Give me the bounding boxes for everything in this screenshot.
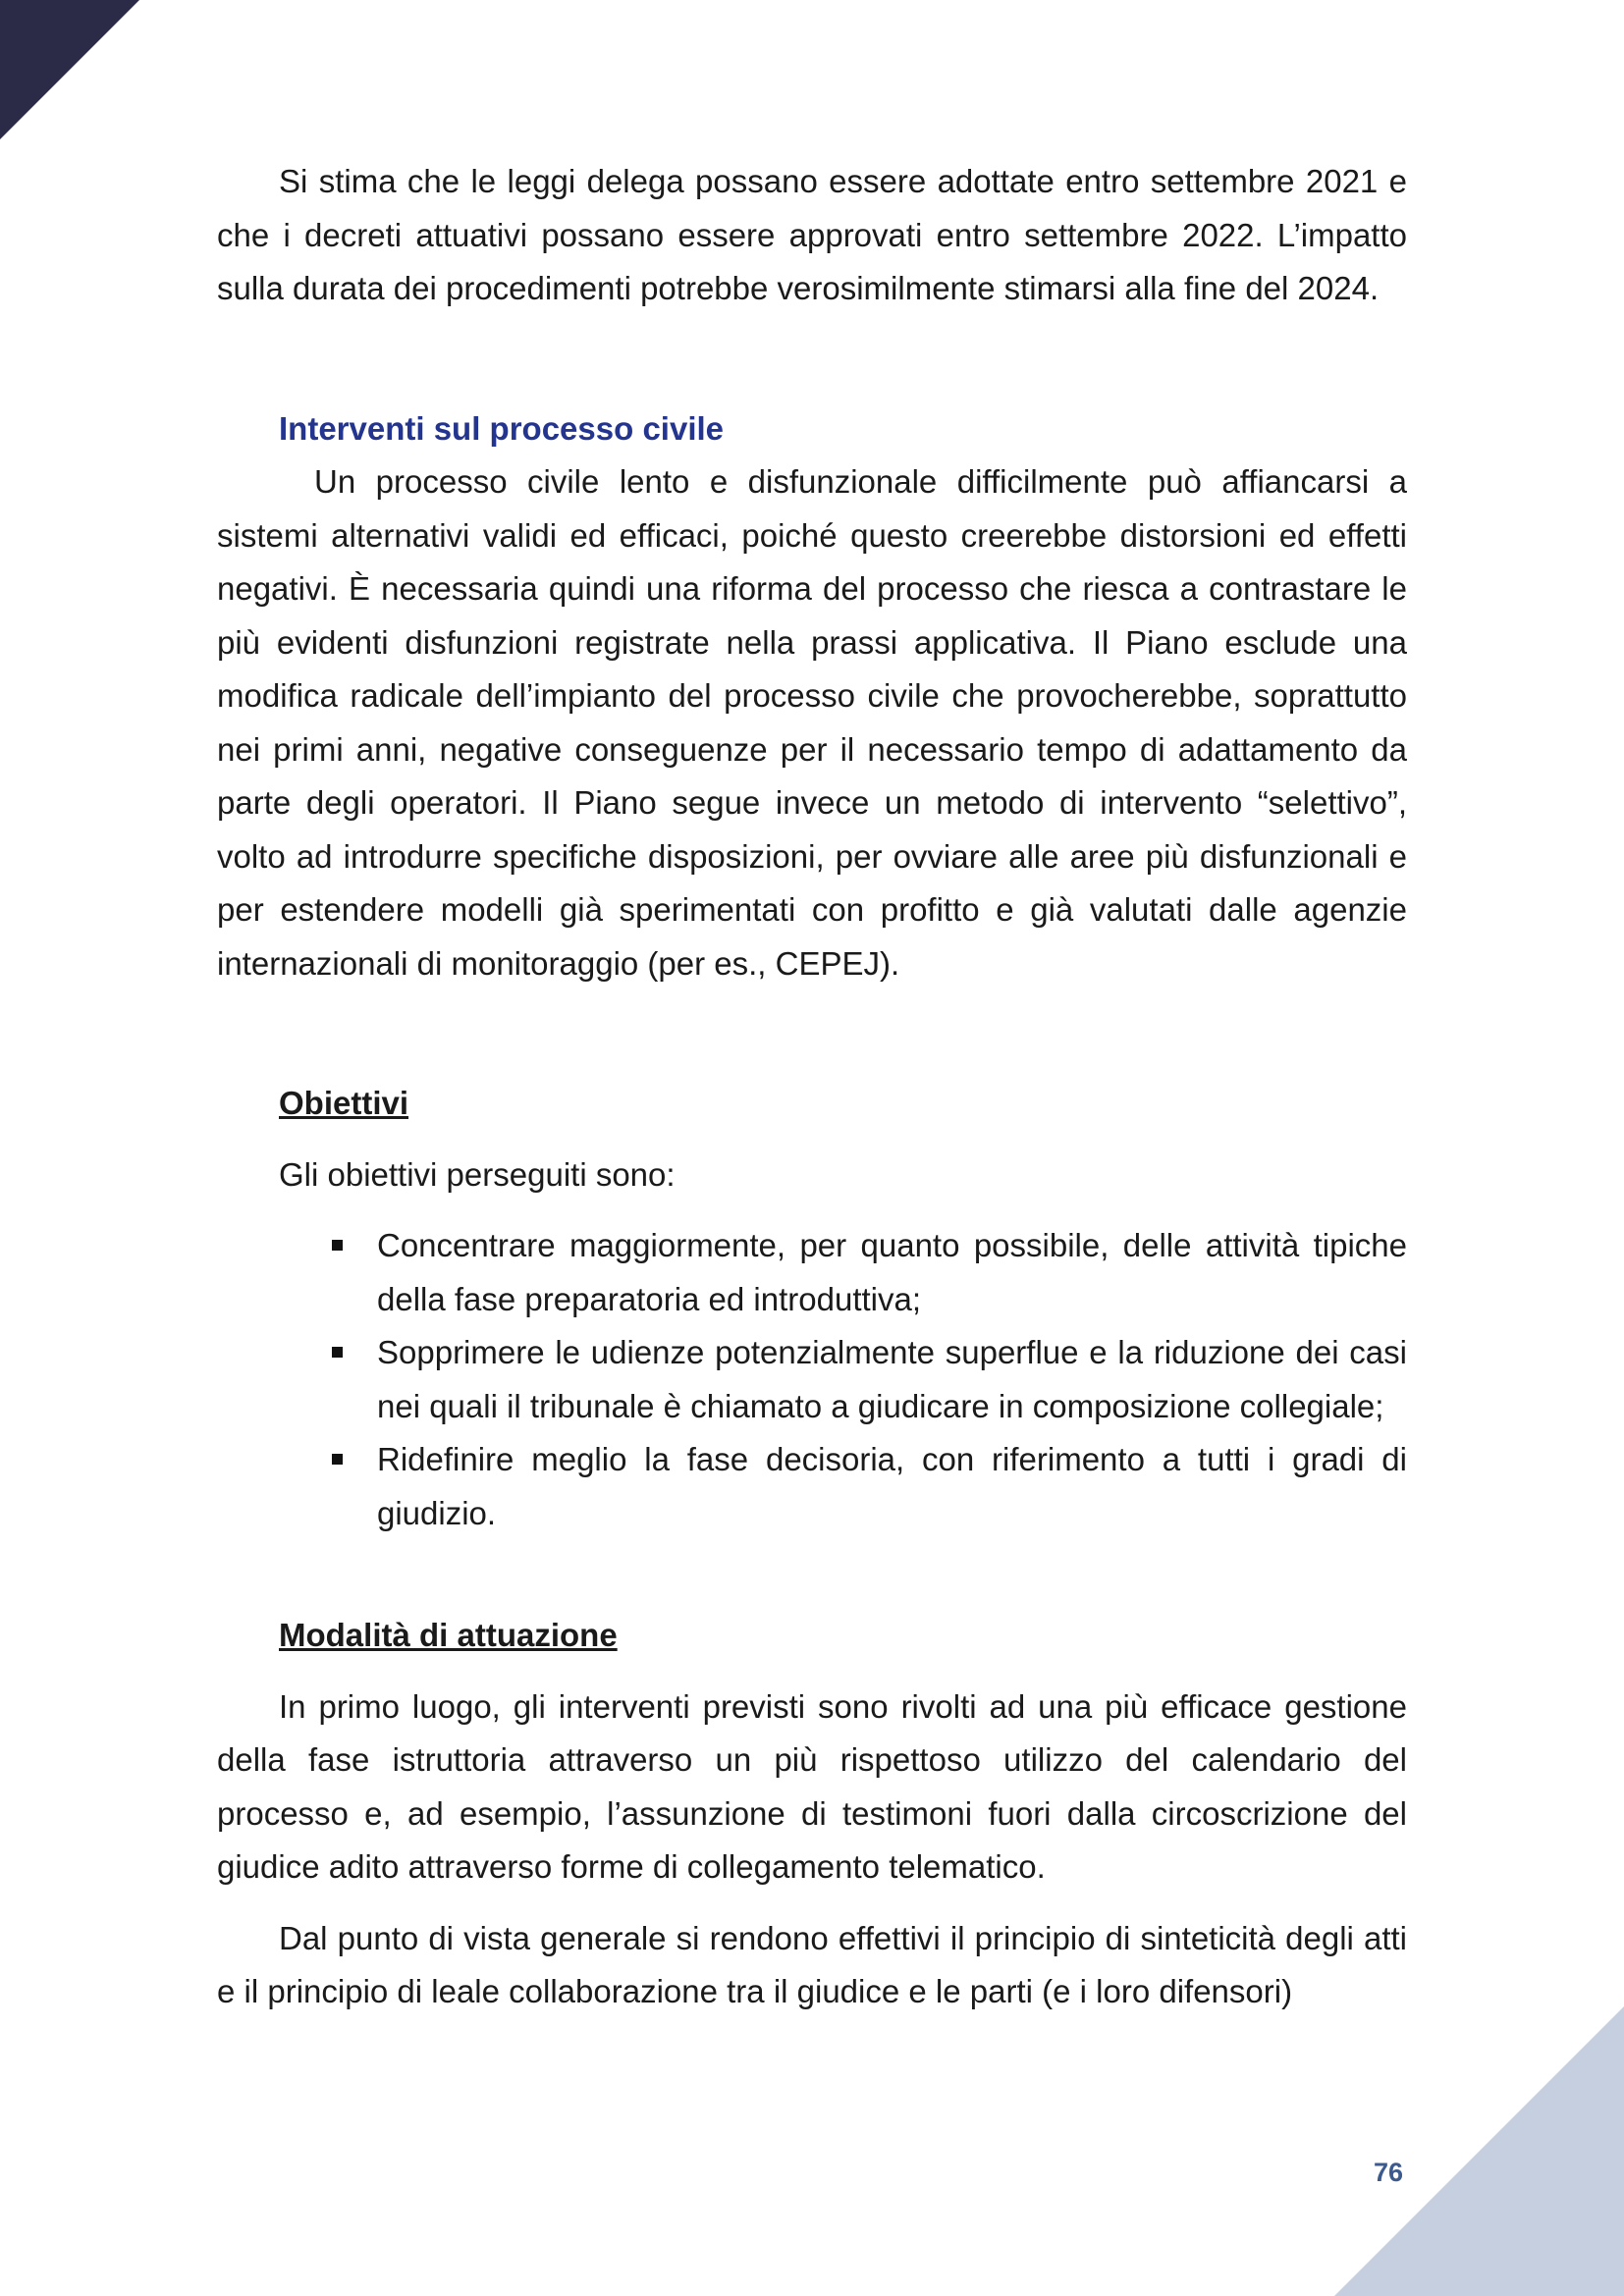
bullet-square-icon <box>332 1347 343 1358</box>
page-content <box>217 155 1407 2019</box>
list-item-text: Sopprimere le udienze potenzialmente superflue e la riduzione dei casi nei quali il tribunale è chiamato a giudicare in composizione collegiale; <box>377 1334 1407 1424</box>
list-item <box>377 1433 1407 1540</box>
page-number: 76 <box>1374 2158 1404 2187</box>
obiettivi-lead: Gli obiettivi perseguiti sono: <box>279 1155 676 1193</box>
obiettivi-list <box>217 1219 1407 1540</box>
modalita-paragraph-1: In primo luogo, gli interventi previsti sono rivolti ad una più efficace gestione della fase istruttoria attraverso un più rispettoso utilizzo del calendario del processo e, ad esempio, l’assunzione di testimoni fuori dalla circoscrizione del giudice adito attraverso forme di collegamento telematico. <box>217 1687 1407 1885</box>
modalita-heading: Modalità di attuazione <box>279 1617 618 1653</box>
modalita-paragraph-2: Dal punto di vista generale si rendono effettivi il principio di sinteticità degli atti e il principio di leale collaborazione tra il giudice e le parti (e i loro difensori) <box>217 1919 1407 2009</box>
bullet-square-icon <box>332 1240 343 1251</box>
list-item <box>377 1326 1407 1433</box>
list-item-text: Ridefinire meglio la fase decisoria, con riferimento a tutti i gradi di giudizio. <box>377 1441 1407 1531</box>
corner-decoration-bottom-right <box>1334 2006 1624 2296</box>
bullet-square-icon <box>332 1454 343 1465</box>
paragraph-intro: Si stima che le leggi delega possano essere adottate entro settembre 2021 e che i decreti attuativi possano essere approvati entro settembre 2022. L’impatto sulla durata dei procedimenti potrebbe verosimilmente stimarsi alla fine del 2024. <box>217 163 1407 306</box>
obiettivi-heading: Obiettivi <box>279 1085 409 1121</box>
section-title: Interventi sul processo civile <box>279 409 725 447</box>
list-item <box>377 1219 1407 1326</box>
paragraph-section: Un processo civile lento e disfunzionale difficilmente può affiancarsi a sistemi alternativi validi ed efficaci, poiché questo creerebbe distorsioni ed effetti negativi. È necessaria quindi una riforma del processo che riesca a contrastare le più evidenti disfunzioni registrate nella prassi applicativa. Il Piano esclude una modifica radicale dell’impianto del processo civile che provocherebbe, soprattutto nei primi anni, negative conseguenze per il necessario tempo di adattamento da parte degli operatori. Il Piano segue invece un metodo di intervento “selettivo”, volto ad introdurre specifiche disposizioni, per ovviare alle aree più disfunzionali e per estendere modelli già sperimentati con profitto e già valutati dalle agenzie internazionali di monitoraggio (per es., CEPEJ). <box>217 463 1407 982</box>
corner-decoration-top-left <box>0 0 139 139</box>
list-item-text: Concentrare maggiormente, per quanto possibile, delle attività tipiche della fase preparatoria ed introduttiva; <box>377 1227 1407 1317</box>
